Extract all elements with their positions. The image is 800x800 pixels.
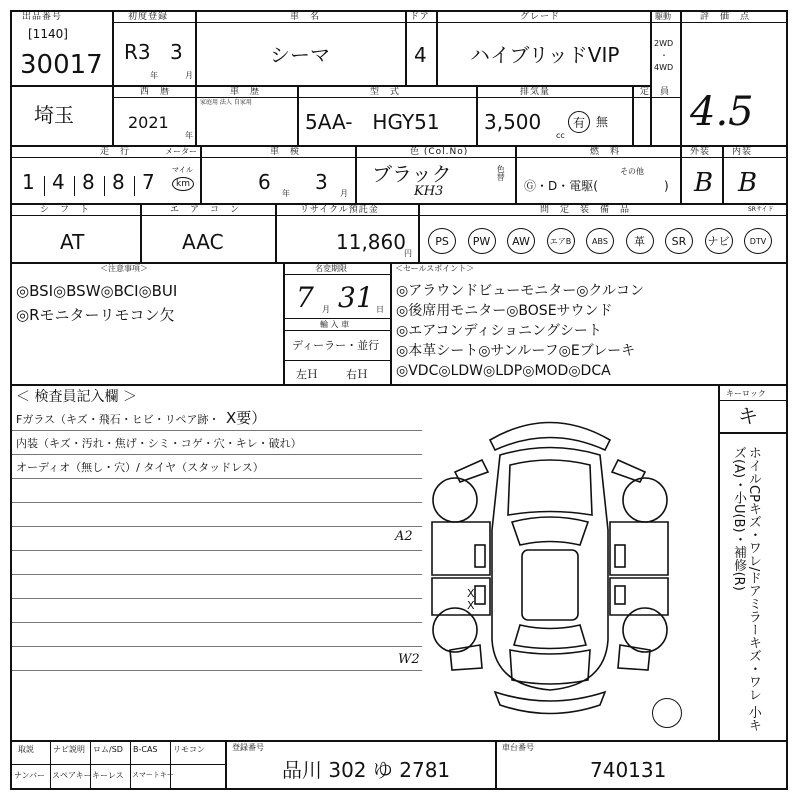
mileage-digit-divider	[104, 176, 105, 196]
hand-right: 右Ｈ	[346, 368, 368, 381]
unit-mile: マイル	[172, 166, 193, 174]
shift: AT	[60, 230, 85, 254]
v-legend	[718, 384, 720, 740]
mileage-digit: 7	[142, 170, 155, 194]
key-value: キ	[738, 404, 758, 428]
footer-cell-bcas: B-CAS	[133, 745, 158, 754]
row1-bottom	[10, 85, 650, 87]
year-unit-3: 年	[282, 189, 290, 198]
wheel-front-right	[623, 478, 667, 522]
drive-2wd: 2WD	[654, 39, 674, 48]
inspection-month: 3	[315, 170, 328, 194]
v-drive	[680, 10, 682, 145]
v-notes-left	[283, 262, 285, 384]
footer-cell-smart-key: スマートキー	[132, 771, 174, 779]
exterior-label: 外装	[690, 147, 711, 157]
meter-label: メーター	[165, 147, 197, 156]
western-year: 2021	[128, 113, 169, 132]
month-unit-3: 月	[340, 189, 348, 198]
score-label-line	[680, 22, 786, 23]
equipment-item: PS	[428, 228, 456, 254]
sales-line-5: ◎VDC◎LDW◎LDP◎MOD◎DCA	[396, 363, 611, 379]
turbo-no: 無	[596, 115, 609, 129]
mileage-digit: 8	[112, 170, 125, 194]
color-change-label: 色替	[496, 165, 506, 181]
caution-label: ＜注意事項＞	[100, 264, 148, 273]
drive-4wd: 4WD	[654, 63, 674, 72]
row4-label-line	[10, 215, 786, 216]
mileage-digit: 4	[52, 170, 65, 194]
spare-wheel-icon	[652, 698, 682, 728]
door-handle-fl	[475, 545, 485, 567]
equipment-label: 問 定 装 備 品	[540, 205, 631, 215]
mileage-label: 走 行	[100, 147, 131, 157]
equipment-item: 革	[626, 228, 654, 254]
model-label: 車 名	[290, 12, 321, 22]
footer-cell-divider	[170, 740, 171, 788]
month-unit: 月	[185, 71, 193, 80]
roof	[522, 550, 578, 620]
plate-label: 登録番号	[232, 743, 264, 752]
v-mileage	[200, 145, 202, 203]
fuel-other: その他	[620, 167, 644, 176]
interior: B	[738, 168, 758, 198]
model-name: シーマ	[270, 43, 330, 67]
lot-label: 出品番号	[22, 12, 63, 22]
frame-top	[10, 10, 788, 12]
displacement: 3,500	[484, 110, 542, 134]
score: 4.5	[690, 89, 754, 135]
v-ac	[275, 203, 277, 262]
body-label: 車 歴	[230, 87, 261, 97]
lot-prefix: [1140]	[28, 27, 68, 41]
fuel-close: )	[664, 179, 669, 193]
inspector-line-3: オーディオ（無し・穴）/ タイヤ（スタッドレス）	[16, 461, 264, 474]
ruled-line	[12, 502, 422, 503]
equipment-item: ABS	[586, 228, 614, 254]
windshield	[512, 517, 588, 545]
unit-km: km	[172, 177, 194, 191]
footer-cell-manual: 取説	[18, 745, 34, 754]
sales-label: ＜セールスポイント＞	[395, 264, 475, 273]
drive-label: 駆動	[655, 12, 671, 21]
color-code: KH3	[414, 184, 444, 199]
door-handle-rr	[615, 586, 625, 604]
inspection-label: 車 検	[270, 147, 301, 157]
seat-label: SRサイド	[748, 206, 774, 213]
import-label-line	[283, 330, 390, 331]
mark-w2: W2	[398, 652, 420, 667]
ruled-line	[12, 598, 422, 599]
hood	[508, 460, 592, 515]
import-top-line	[283, 318, 390, 319]
first-reg-label: 初度登録	[128, 12, 169, 22]
mileage-digit-divider	[74, 176, 75, 196]
ac-label: エ ア コ ン	[170, 205, 241, 215]
frame-right	[786, 10, 788, 790]
v-displacement	[632, 85, 634, 145]
caution-line-1: ◎BSI◎BSW◎BCI◎BUI	[16, 282, 178, 300]
plate-number: 品川 302 ゆ 2781	[282, 758, 451, 782]
hand-line	[283, 360, 390, 361]
car-diagram	[420, 400, 680, 730]
notes-bottom	[10, 384, 788, 386]
v-exterior	[722, 145, 724, 203]
footer-cell-plate: ナンバー	[14, 771, 46, 780]
region: 埼玉	[34, 103, 74, 127]
ruled-line	[12, 430, 422, 431]
inspector-title: ＜ 検査員記入欄 ＞	[16, 389, 137, 405]
inspector-line-1-mark: X要）	[226, 409, 267, 427]
fuel-label: 燃 料	[590, 147, 621, 157]
ruled-line	[12, 526, 422, 527]
footer-cell-spare-key: スペアキー	[52, 771, 92, 780]
mileage-digit: 8	[82, 170, 95, 194]
vin: 740131	[590, 758, 667, 782]
v-inspection	[355, 145, 357, 203]
equipment-item: SR	[665, 228, 693, 254]
frame-left	[10, 10, 12, 790]
v-fuel	[680, 145, 682, 203]
yen-unit: 円	[404, 249, 412, 258]
doors: 4	[414, 43, 427, 67]
ruled-line	[12, 646, 422, 647]
v-recycle	[418, 203, 420, 262]
v-grade	[650, 10, 652, 145]
color-label: 色 (Col.No)	[410, 147, 469, 157]
grade-label: グレード	[520, 12, 561, 22]
footer-cell-rom: ロム/SD	[93, 745, 123, 754]
capacity-label: 定 員	[640, 87, 671, 97]
v-body	[297, 85, 299, 145]
expiry-month: 7	[296, 281, 314, 314]
fuel-options: Ⓖ・D・電駆(	[524, 179, 598, 193]
inspection-year: 6	[258, 170, 271, 194]
mileage-digit-divider	[134, 176, 135, 196]
month-unit-4: 月	[322, 305, 330, 314]
v-shift	[140, 203, 142, 262]
shift-label: シ フ ト	[40, 205, 91, 215]
row2-label-line	[112, 97, 680, 98]
sales-line-1: ◎アラウンドビューモニター◎クルコン	[396, 283, 645, 299]
v-footer-vin	[495, 740, 497, 788]
first-reg-era: R3	[124, 40, 151, 64]
equipment-item: エアB	[547, 228, 575, 254]
footer-cell-remote: リモコン	[173, 745, 205, 754]
footer-cell-divider	[50, 740, 51, 788]
inspector-line-2: 内装（キズ・汚れ・焦げ・シミ・コゲ・穴・キレ・破れ）	[16, 437, 302, 450]
ruled-line	[12, 550, 422, 551]
lot-number: 30017	[20, 50, 103, 80]
equipment-item: DTV	[744, 228, 772, 254]
ruled-line	[12, 454, 422, 455]
import-label: 輸 入 車	[320, 320, 350, 329]
hand-left: 左Ｈ	[296, 368, 318, 381]
model-code: 5AA- HGY51	[305, 110, 440, 134]
mileage-digit: 1	[22, 170, 35, 194]
key-label-line	[718, 400, 786, 401]
v-footer-plate	[225, 740, 227, 788]
footer-mid-line	[10, 764, 225, 765]
sales-line-4: ◎本革シート◎サンルーフ◎Eブレーキ	[396, 343, 636, 359]
displacement-label: 排気量	[520, 87, 551, 97]
mark-xx: X X	[467, 587, 475, 612]
key-label: キーロック	[726, 389, 766, 398]
expiry-day: 31	[338, 281, 374, 314]
key-bottom-line	[718, 432, 786, 434]
ruled-line	[12, 478, 422, 479]
cc-unit: cc	[556, 131, 565, 140]
expiry-label: 名変期限	[315, 264, 347, 273]
color: ブラック	[372, 162, 452, 186]
recycle-label: リサイクル預託金	[300, 205, 379, 215]
v-modelcode	[476, 85, 478, 145]
v-notes-right	[390, 262, 392, 384]
footer-cell-divider	[90, 740, 91, 788]
legend-vertical: ホイルCPキズ・ワレ/ドアミラーキズ・ワレ 小キズ(A)・小U(B)・補修(R)	[730, 446, 761, 732]
row3-bottom	[10, 203, 788, 205]
recycle: 11,860	[336, 230, 406, 254]
trunk	[510, 650, 590, 684]
door-handle-fr	[615, 545, 625, 567]
turbo-yes: 有	[568, 111, 590, 133]
interior-label: 内装	[732, 147, 753, 157]
year-unit: 年	[150, 71, 158, 80]
expiry-label-line	[283, 274, 390, 275]
body-sub: 家庭用 法人 自家用	[200, 99, 252, 106]
rear-window	[514, 625, 586, 649]
first-reg-year: 3	[170, 40, 183, 64]
model-code-label: 型 式	[370, 87, 401, 97]
footer-cell-keyless: キーレス	[92, 771, 124, 780]
score-label: 評 価 点	[700, 12, 751, 22]
ruled-line	[12, 574, 422, 575]
mileage-digit-divider	[44, 176, 45, 196]
western-label: 西 暦	[140, 87, 171, 97]
ruled-line	[12, 622, 422, 623]
equipment-item: AW	[507, 228, 535, 254]
row1-label-line	[112, 22, 680, 23]
footer-cell-divider	[130, 740, 131, 788]
equipment-item: ナビ	[705, 228, 733, 254]
front-bumper	[490, 423, 610, 451]
v-western	[195, 85, 197, 145]
door-handle-rl	[475, 586, 485, 604]
rear-bumper	[495, 692, 605, 714]
row3-label-line	[10, 157, 786, 158]
mark-a2: A2	[395, 529, 413, 544]
ruled-line	[12, 670, 422, 671]
inspector-line-1: Fガラス（キズ・飛石・ヒビ・リペア跡・	[16, 413, 220, 426]
day-unit: 日	[376, 305, 384, 314]
dealer: ディーラー・並行	[292, 339, 380, 352]
sales-line-2: ◎後席用モニター◎BOSEサウンド	[396, 303, 613, 319]
door-label: ドア	[410, 12, 430, 22]
grade: ハイブリッドVIP	[470, 43, 620, 67]
sales-line-3: ◎エアコンディショニングシート	[396, 323, 602, 339]
v-color	[515, 145, 517, 203]
ac: AAC	[182, 230, 224, 254]
year-unit-2: 年	[185, 131, 193, 140]
exterior: B	[694, 168, 714, 198]
vin-label: 車台番号	[502, 743, 534, 752]
caution-line-2: ◎Rモニターリモコン欠	[16, 306, 175, 324]
footer-cell-navi-manual: ナビ説明	[53, 745, 85, 754]
v-lot	[112, 10, 114, 145]
equipment-item: PW	[468, 228, 496, 254]
footer-top	[10, 740, 788, 742]
frame-bottom	[10, 788, 788, 790]
wheel-front-left	[433, 478, 477, 522]
drive-dot: ・	[660, 51, 668, 60]
